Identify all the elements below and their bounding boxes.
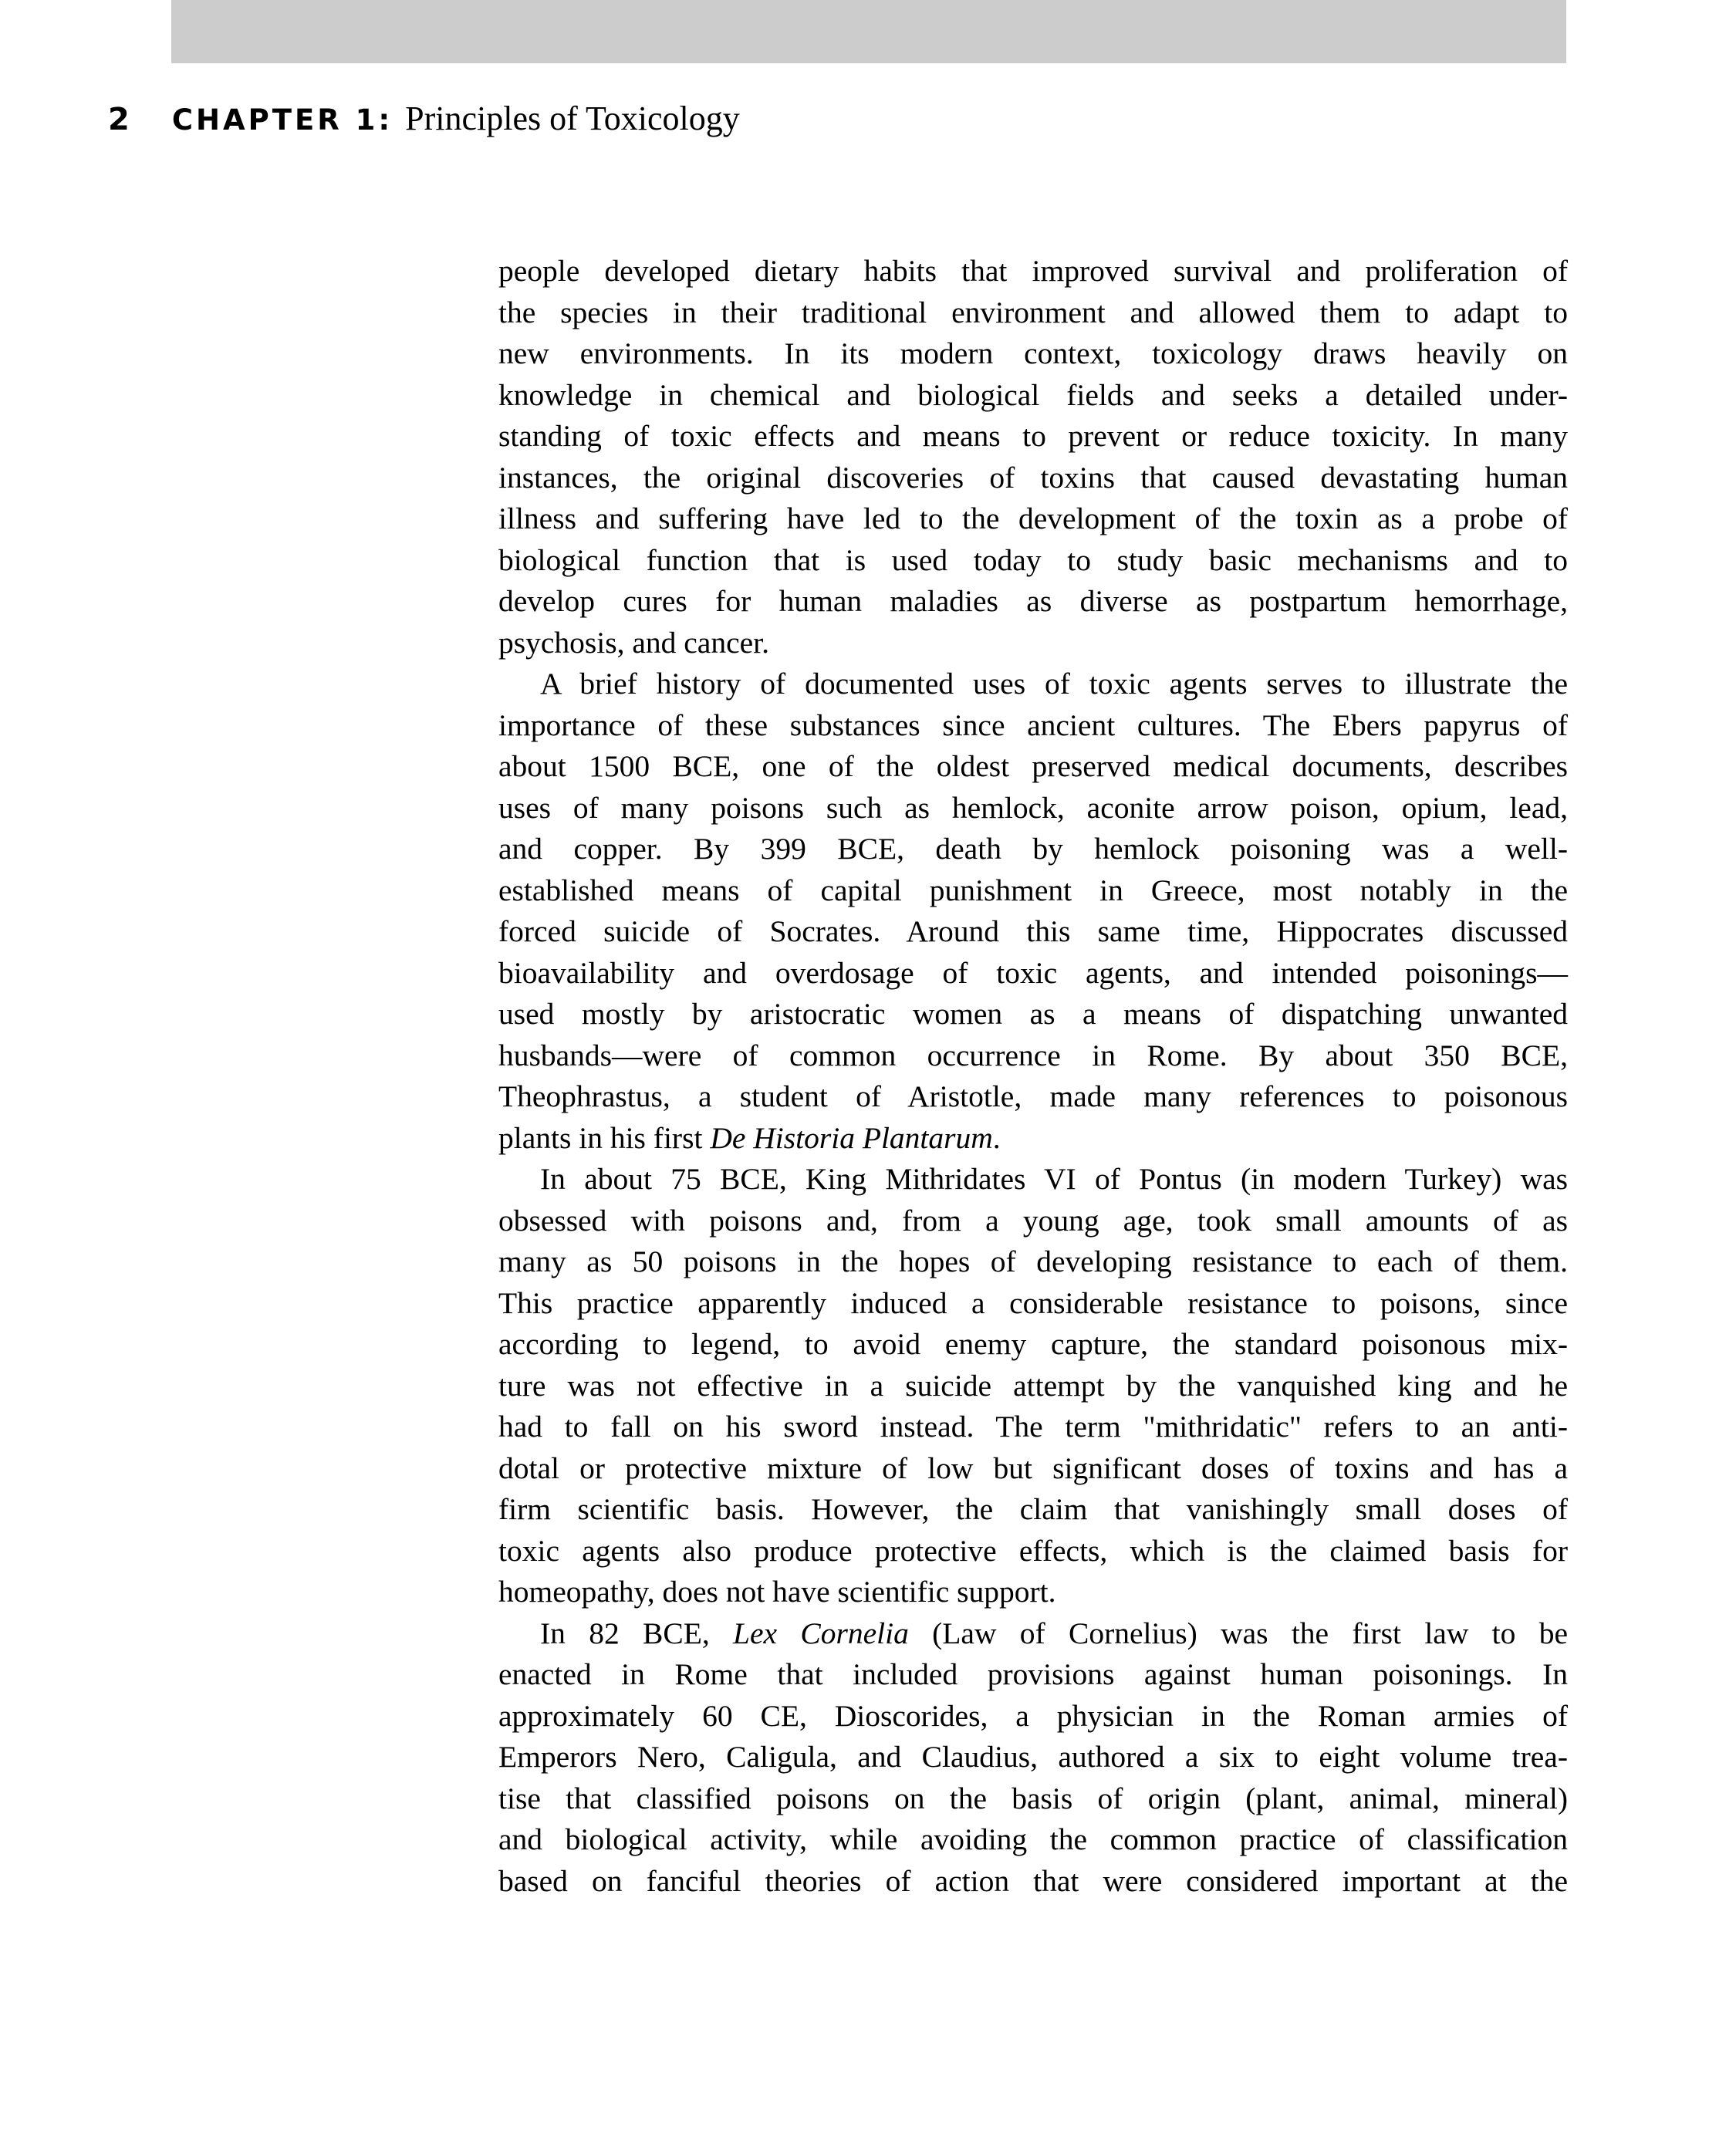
text-line: importance of these substances since ancient cultures. The Ebers papyrus of: [498, 707, 1568, 742]
text-line: based on fanciful theories of action that were considered important at the: [498, 1863, 1568, 1898]
text-span: In 82 BCE,: [540, 1616, 734, 1650]
text-line: obsessed with poisons and, from a young age, took small amounts of as: [498, 1203, 1568, 1238]
text-line: dotal or protective mixture of low but significant doses of toxins and has a: [498, 1450, 1568, 1485]
text-line: husbands—were of common occurrence in Rome. By about 350 BCE,: [498, 1038, 1568, 1072]
text-span: (Law of Cornelius) was the first law to be: [908, 1616, 1568, 1650]
text-line: ture was not effective in a suicide attempt by the vanquished king and he: [498, 1368, 1568, 1403]
text-span: plants in his first: [498, 1120, 711, 1155]
text-line: biological function that is used today to study basic mechanisms and to: [498, 542, 1568, 577]
text-line: [498, 1118, 1568, 1160]
text-line: and biological activity, while avoiding the common practice of classification: [498, 1822, 1568, 1856]
text-line: Emperors Nero, Caligula, and Claudius, authored a six to eight volume trea-: [498, 1740, 1568, 1774]
text-line: Theophrastus, a student of Aristotle, made many references to poisonous: [498, 1079, 1568, 1113]
body-text: [498, 251, 1568, 1902]
text-line: uses of many poisons such as hemlock, aconite arrow poison, opium, lead,: [498, 790, 1568, 825]
top-header-bar: [171, 0, 1566, 63]
text-line: tise that classified poisons on the basis of origin (plant, animal, mineral): [498, 1781, 1568, 1815]
text-line: [498, 1613, 1568, 1655]
text-line: enacted in Rome that included provisions against human poisonings. In: [498, 1657, 1568, 1691]
text-line: standing of toxic effects and means to prevent or reduce toxicity. In many: [498, 419, 1568, 453]
text-line: bioavailability and overdosage of toxic agents, and intended poisonings—: [498, 955, 1568, 990]
text-line: homeopathy, does not have scientific support.: [498, 1575, 1056, 1609]
text-line: illness and suffering have led to the development of the toxin as a probe of: [498, 501, 1568, 535]
page-number: 2: [108, 102, 130, 137]
text-line: In about 75 BCE, King Mithridates VI of Pontus (in modern Turkey) was: [540, 1162, 1568, 1196]
text-line: This practice apparently induced a considerable resistance to poisons, since: [498, 1285, 1568, 1320]
law-name: Lex Cornelia: [733, 1616, 909, 1650]
text-line: psychosis, and cancer.: [498, 625, 770, 660]
text-line: about 1500 BCE, one of the oldest preserved medical documents, describes: [498, 749, 1568, 783]
text-line: firm scientific basis. However, the claim that vanishingly small doses of: [498, 1492, 1568, 1526]
text-line: A brief history of documented uses of toxic agents serves to illustrate the: [540, 667, 1568, 701]
text-line: approximately 60 CE, Dioscorides, a physician in the Roman armies of: [498, 1698, 1568, 1733]
text-span: .: [992, 1120, 1001, 1155]
text-line: toxic agents also produce protective effects, which is the claimed basis for: [498, 1533, 1568, 1568]
text-line: knowledge in chemical and biological fields and seeks a detailed under-: [498, 377, 1568, 412]
running-head: [108, 99, 740, 145]
text-line: develop cures for human maladies as diverse as postpartum hemorrhage,: [498, 584, 1568, 618]
text-line: instances, the original discoveries of toxins that caused devastating human: [498, 460, 1568, 495]
chapter-label: CHAPTER 1:: [171, 103, 393, 137]
book-title: De Historia Plantarum: [710, 1120, 993, 1155]
text-line: many as 50 poisons in the hopes of developing resistance to each of them.: [498, 1244, 1568, 1278]
text-line: used mostly by aristocratic women as a means of dispatching unwanted: [498, 997, 1568, 1031]
text-line: and copper. By 399 BCE, death by hemlock poisoning was a well-: [498, 832, 1568, 866]
paragraph-1: [498, 251, 1568, 664]
paragraph-2: [498, 664, 1568, 1159]
text-line: had to fall on his sword instead. The term "mithridatic" refers to an anti-: [498, 1410, 1568, 1444]
paragraph-4: [498, 1613, 1568, 1903]
text-line: the species in their traditional environment and allowed them to adapt to: [498, 295, 1568, 329]
text-line: established means of capital punishment in Greece, most notably in the: [498, 873, 1568, 907]
text-line: according to legend, to avoid enemy capture, the standard poisonous mix-: [498, 1327, 1568, 1361]
chapter-title: Principles of Toxicology: [405, 100, 740, 137]
text-line: people developed dietary habits that improved survival and proliferation of: [498, 254, 1568, 288]
text-line: forced suicide of Socrates. Around this same time, Hippocrates discussed: [498, 914, 1568, 948]
paragraph-3: [498, 1159, 1568, 1613]
text-line: new environments. In its modern context, toxicology draws heavily on: [498, 336, 1568, 370]
